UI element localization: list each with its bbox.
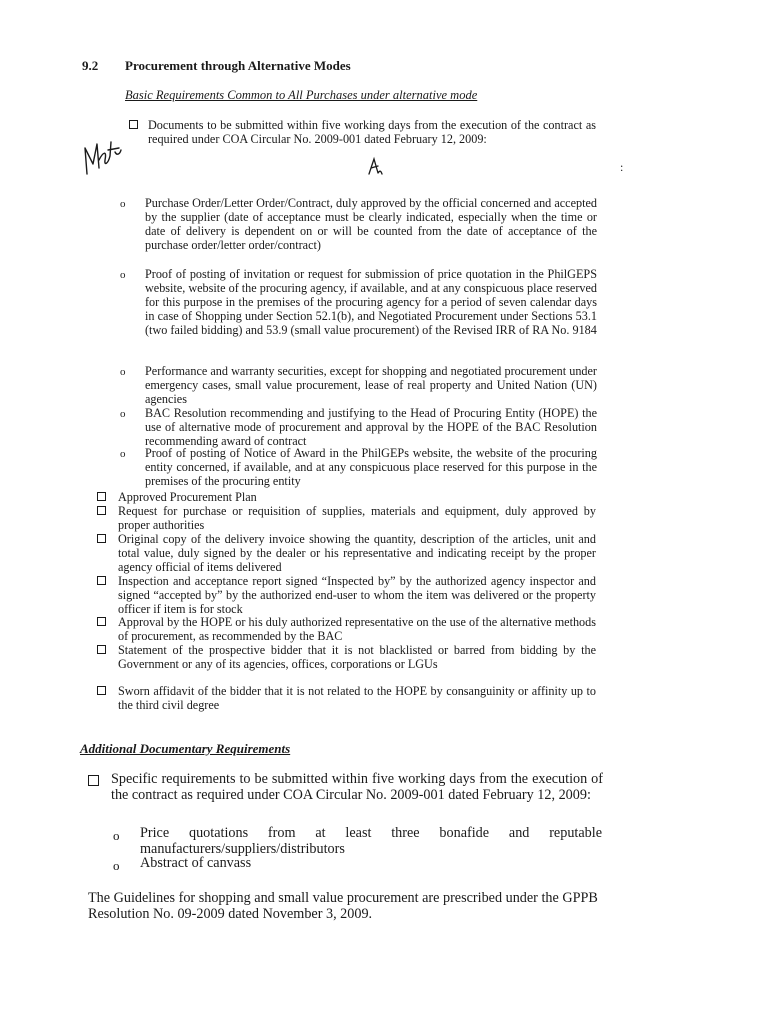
sub-item-text: Purchase Order/Letter Order/Contract, duly approved by the official concerned and accepted by the supplier (date of acceptance must be clearly indicated, especially when the time or date of delivery is dependent on or will be counted from the date of acceptance of the purchase order/letter order/contract) bbox=[145, 196, 597, 252]
checkbox-icon bbox=[129, 120, 138, 129]
intro-item-text: Documents to be submitted within five working days from the execution of the contract as required under COA Circular No. 2009-001 dated February 12, 2009: bbox=[148, 118, 596, 146]
section-subheading: Basic Requirements Common to All Purchases under alternative mode bbox=[125, 88, 478, 102]
circle-bullet-icon: o bbox=[113, 828, 120, 843]
circle-bullet-icon: o bbox=[120, 269, 126, 281]
checkbox-icon bbox=[97, 492, 106, 501]
sub-item-text: Proof of posting of Notice of Award in the PhilGEPs website, the website of the procuring entity concerned, if available, and at any conspicuous place reserved for this purpose in the premises of the procuring entity bbox=[145, 446, 597, 488]
circle-bullet-icon: o bbox=[120, 448, 126, 460]
signature-mark bbox=[75, 130, 125, 180]
checkbox-icon bbox=[97, 686, 106, 695]
guidelines-paragraph: The Guidelines for shopping and small value procurement are prescribed under the GPPB Resolution No. 09-2009 dated November 3, 2009. bbox=[88, 890, 598, 922]
checkbox-icon bbox=[88, 775, 99, 786]
checklist-item-text: Request for purchase or requisition of supplies, materials and equipment, duly approved by proper authorities bbox=[118, 504, 596, 532]
checklist-item-text: Original copy of the delivery invoice showing the quantity, description of the articles, unit and total value, duly signed by the dealer or his representative and indicating receipt by the proper agency official of items delivered bbox=[118, 532, 596, 574]
checklist-item-text: Statement of the prospective bidder that it is not blacklisted or barred from bidding by the Government or any of its agencies, offices, corporations or LGUs bbox=[118, 643, 596, 671]
checkbox-icon bbox=[97, 506, 106, 515]
circle-bullet-icon: o bbox=[120, 408, 126, 420]
margin-mark: : bbox=[620, 160, 624, 174]
additional-sub-item-text: Price quotations from at least three bonafide and reputable manufacturers/suppliers/distributors bbox=[140, 825, 602, 857]
circle-bullet-icon: o bbox=[120, 366, 126, 378]
additional-sub-item-text: Abstract of canvass bbox=[140, 855, 252, 871]
checkbox-icon bbox=[97, 534, 106, 543]
additional-intro-text: Specific requirements to be submitted within five working days from the execution of the contract as required under COA Circular No. 2009-001 dated February 12, 2009: bbox=[111, 771, 603, 803]
checkbox-icon bbox=[97, 645, 106, 654]
checklist-item-text: Approval by the HOPE or his duly authorized representative on the use of the alternative methods of procurement, as recommended by the BAC bbox=[118, 615, 596, 643]
initial-mark bbox=[366, 156, 384, 176]
sub-item-text: BAC Resolution recommending and justifying to the Head of Procuring Entity (HOPE) the use of alternative mode of procurement and approval by the HOPE of the BAC Resolution recommending award of contract bbox=[145, 406, 597, 448]
checklist-item-text: Approved Procurement Plan bbox=[118, 490, 257, 504]
section-title: Procurement through Alternative Modes bbox=[125, 58, 351, 73]
checklist-item-text: Sworn affidavit of the bidder that it is not related to the HOPE by consanguinity or affinity up to the third civil degree bbox=[118, 684, 596, 712]
sub-item-text: Proof of posting of invitation or request for submission of price quotation in the PhilGEPS website, website of the procuring agency, if available, and at any conspicuous place reserved for this purpose in the premises of the procuring agency for a period of seven calendar days in case of Shopping under Section 52.1(b), and Negotiated Procurement under Sections 53.1 (two failed bidding) and 53.9 (small value procurement) of the Revised IRR of RA No. 9184 bbox=[145, 267, 598, 337]
checklist-item-text: Inspection and acceptance report signed “Inspected by” by the authorized agency inspector and signed “accepted by” by the authorized end-user to whom the item was delivered or the property officer if item is for stock bbox=[118, 574, 596, 616]
circle-bullet-icon: o bbox=[120, 198, 126, 210]
additional-heading: Additional Documentary Requirements bbox=[80, 741, 291, 756]
checkbox-icon bbox=[97, 576, 106, 585]
section-number: 9.2 bbox=[82, 58, 99, 73]
checkbox-icon bbox=[97, 617, 106, 626]
circle-bullet-icon: o bbox=[113, 858, 120, 873]
sub-item-text: Performance and warranty securities, except for shopping and negotiated procurement under emergency cases, small value procurement, lease of real property and United Nation (UN) agencies bbox=[145, 364, 597, 406]
